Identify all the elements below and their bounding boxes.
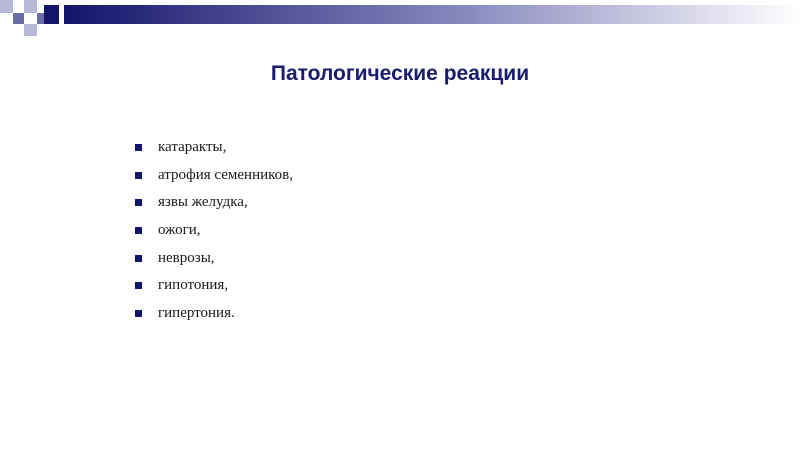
list-item-text: катаракты,	[158, 139, 227, 156]
list-item-text: неврозы,	[158, 249, 215, 266]
square-bullet-icon	[135, 172, 142, 179]
square-bullet-icon	[135, 144, 142, 151]
list-item	[135, 217, 293, 245]
header-gradient-bar	[64, 5, 800, 24]
list-item-text: гипертония.	[158, 304, 235, 321]
square-bullet-icon	[135, 255, 142, 262]
deco-square	[24, 0, 37, 13]
list-item-text: атрофия семенников,	[158, 166, 293, 183]
list-item	[135, 272, 293, 300]
deco-square	[13, 13, 24, 24]
square-bullet-icon	[135, 282, 142, 289]
list-item	[135, 244, 293, 272]
square-bullet-icon	[135, 199, 142, 206]
list-item	[135, 134, 293, 162]
slide-header-decoration	[0, 0, 800, 40]
list-item-text: язвы желудка,	[158, 194, 248, 211]
deco-square	[0, 0, 13, 13]
list-item	[135, 300, 293, 328]
list-item-text: ожоги,	[158, 222, 201, 239]
square-bullet-icon	[135, 227, 142, 234]
square-bullet-icon	[135, 310, 142, 317]
slide-title: Патологические реакции	[270, 62, 530, 85]
list-item-text: гипотония,	[158, 277, 229, 294]
deco-square	[44, 5, 59, 24]
deco-square	[37, 13, 44, 24]
bullet-list	[135, 134, 293, 327]
list-item	[135, 162, 293, 190]
deco-square	[24, 24, 37, 36]
list-item	[135, 189, 293, 217]
header-decoration-graphic	[0, 0, 800, 40]
